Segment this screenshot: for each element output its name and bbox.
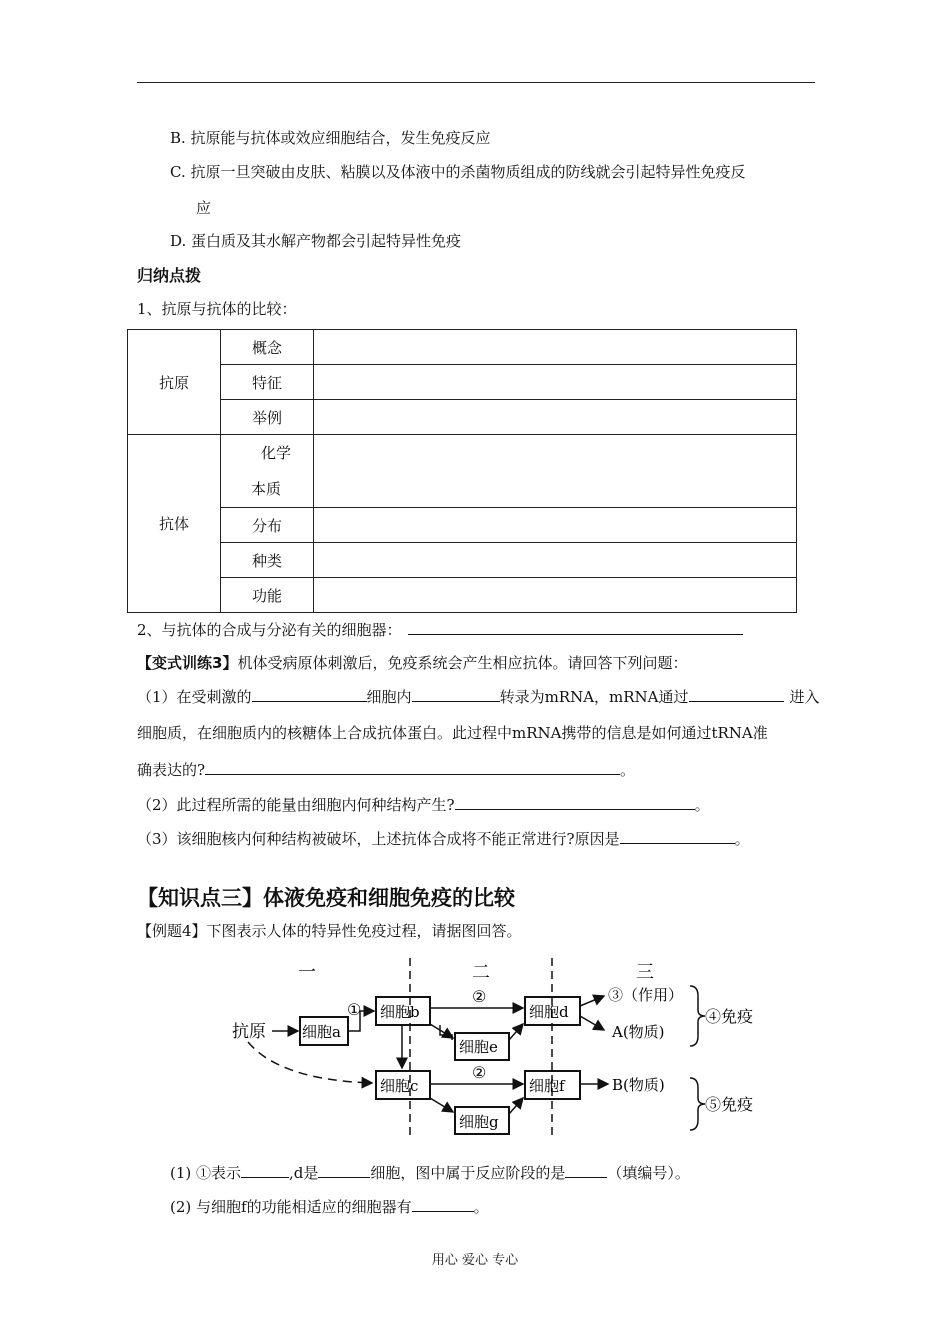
arrow — [430, 1098, 453, 1112]
training-intro-text: 机体受病原体刺激后，免疫系统会产生相应抗体。请回答下列问题： — [237, 654, 688, 672]
cell-f-label: 细胞f — [529, 1077, 565, 1095]
text: 确表达的? — [137, 761, 206, 779]
text: 。 — [734, 830, 750, 848]
arrow — [509, 1098, 523, 1114]
brace-4 — [690, 986, 705, 1046]
question-2 — [170, 1196, 489, 1217]
row-label: 概念 — [221, 330, 314, 365]
step-2-bottom-label: ② — [472, 1063, 487, 1082]
knowledge-heading: 【知识点三】体液免疫和细胞免疫的比较 — [137, 886, 515, 910]
example-tag: 【例题4】 — [137, 922, 207, 940]
text: 。 — [473, 1198, 489, 1216]
antigen-label: 抗原 — [128, 330, 221, 435]
immunity-5-label: ⑤免疫 — [705, 1095, 754, 1114]
cell-d-label: 细胞d — [529, 1003, 569, 1021]
text: ,d是 — [289, 1164, 319, 1182]
arrow — [580, 996, 604, 1006]
text: （1）在受刺激的 — [137, 688, 252, 706]
page-footer: 用心 爱心 专心 — [431, 1253, 519, 1268]
output-a-label: A(物质) — [612, 1023, 665, 1041]
arrow — [430, 1024, 453, 1038]
question-1 — [170, 1162, 690, 1183]
text: 。 — [620, 761, 636, 779]
answer-blank[interactable] — [241, 1162, 289, 1178]
immunity-4-label: ④免疫 — [705, 1007, 754, 1026]
row-label: 特征 — [221, 365, 314, 400]
antibody-label: 抗体 — [128, 435, 221, 613]
text: 细胞，图中属于反应阶段的是 — [370, 1164, 566, 1182]
antigen-label: 抗原 — [232, 1022, 266, 1042]
answer-blank[interactable] — [565, 1162, 607, 1178]
summary-item-2-text: 2、与抗体的合成与分泌有关的细胞器： — [137, 621, 402, 639]
answer-blank[interactable] — [318, 1162, 370, 1178]
arrow — [509, 1024, 523, 1040]
text: 转录为mRNA，mRNA通过 — [499, 688, 689, 706]
summary-item-1: 1、抗原与抗体的比较： — [137, 300, 297, 318]
text: 进入 — [789, 688, 820, 706]
cell-c-label: 细胞c — [380, 1077, 419, 1095]
option-c-line2: 应 — [196, 199, 212, 217]
chem-line-2: 本质 — [251, 480, 282, 498]
text: （3）该细胞核内何种结构被破坏，上述抗体合成将不能正常进行?原因是 — [137, 830, 620, 848]
row-label: 种类 — [221, 543, 314, 578]
chem-line-1: 化学 — [261, 444, 292, 462]
summary-heading: 归纳点拨 — [137, 266, 202, 285]
arrow — [580, 1016, 604, 1030]
connector — [440, 1025, 452, 1040]
stage-label-3: 三 — [636, 962, 654, 983]
step-1-label: ① — [347, 1000, 362, 1019]
cell-e-label: 细胞e — [459, 1038, 498, 1056]
option-d: D. 蛋白质及其水解产物都会引起特异性免疫 — [170, 232, 462, 250]
answer-blank[interactable] — [412, 1196, 474, 1212]
output-b-label: B(物质) — [612, 1076, 665, 1094]
training-q1-line2: 细胞质，在细胞质内的核糖体上合成抗体蛋白。此过程中mRNA携带的信息是如何通过tRNA准 — [137, 724, 768, 742]
stage-label-2: 二 — [472, 962, 490, 983]
training-tag: 【变式训练3】 — [137, 654, 238, 672]
text: 细胞内 — [366, 688, 412, 706]
stage-label-1: 一 — [298, 962, 316, 983]
example-text: 下图表示人体的特异性免疫过程，请据图回答。 — [206, 922, 522, 940]
brace-5 — [690, 1078, 705, 1130]
row-label: 分布 — [221, 508, 314, 543]
text: （填编号）。 — [607, 1164, 690, 1182]
output-3-label: ③（作用） — [608, 986, 684, 1004]
text: 。 — [694, 796, 710, 814]
row-label: 举例 — [221, 400, 314, 435]
option-c-line1: C. 抗原一旦突破由皮肤、粘膜以及体液中的杀菌物质组成的防线就会引起特异性免疫反 — [170, 163, 746, 181]
cell-a-label: 细胞a — [302, 1023, 341, 1041]
dashed-arrow — [248, 1042, 372, 1083]
row-label: 功能 — [221, 578, 314, 613]
cell-b-label: 细胞b — [380, 1003, 420, 1021]
text: (2) 与细胞f的功能相适应的细胞器有 — [170, 1198, 412, 1216]
text: （2）此过程所需的能量由细胞内何种结构产生? — [137, 796, 455, 814]
option-b: B. 抗原能与抗体或效应细胞结合，发生免疫反应 — [170, 129, 491, 147]
cell-g-label: 细胞g — [459, 1113, 499, 1131]
step-2-top-label: ② — [472, 987, 487, 1006]
text: (1) ①表示 — [170, 1164, 242, 1182]
